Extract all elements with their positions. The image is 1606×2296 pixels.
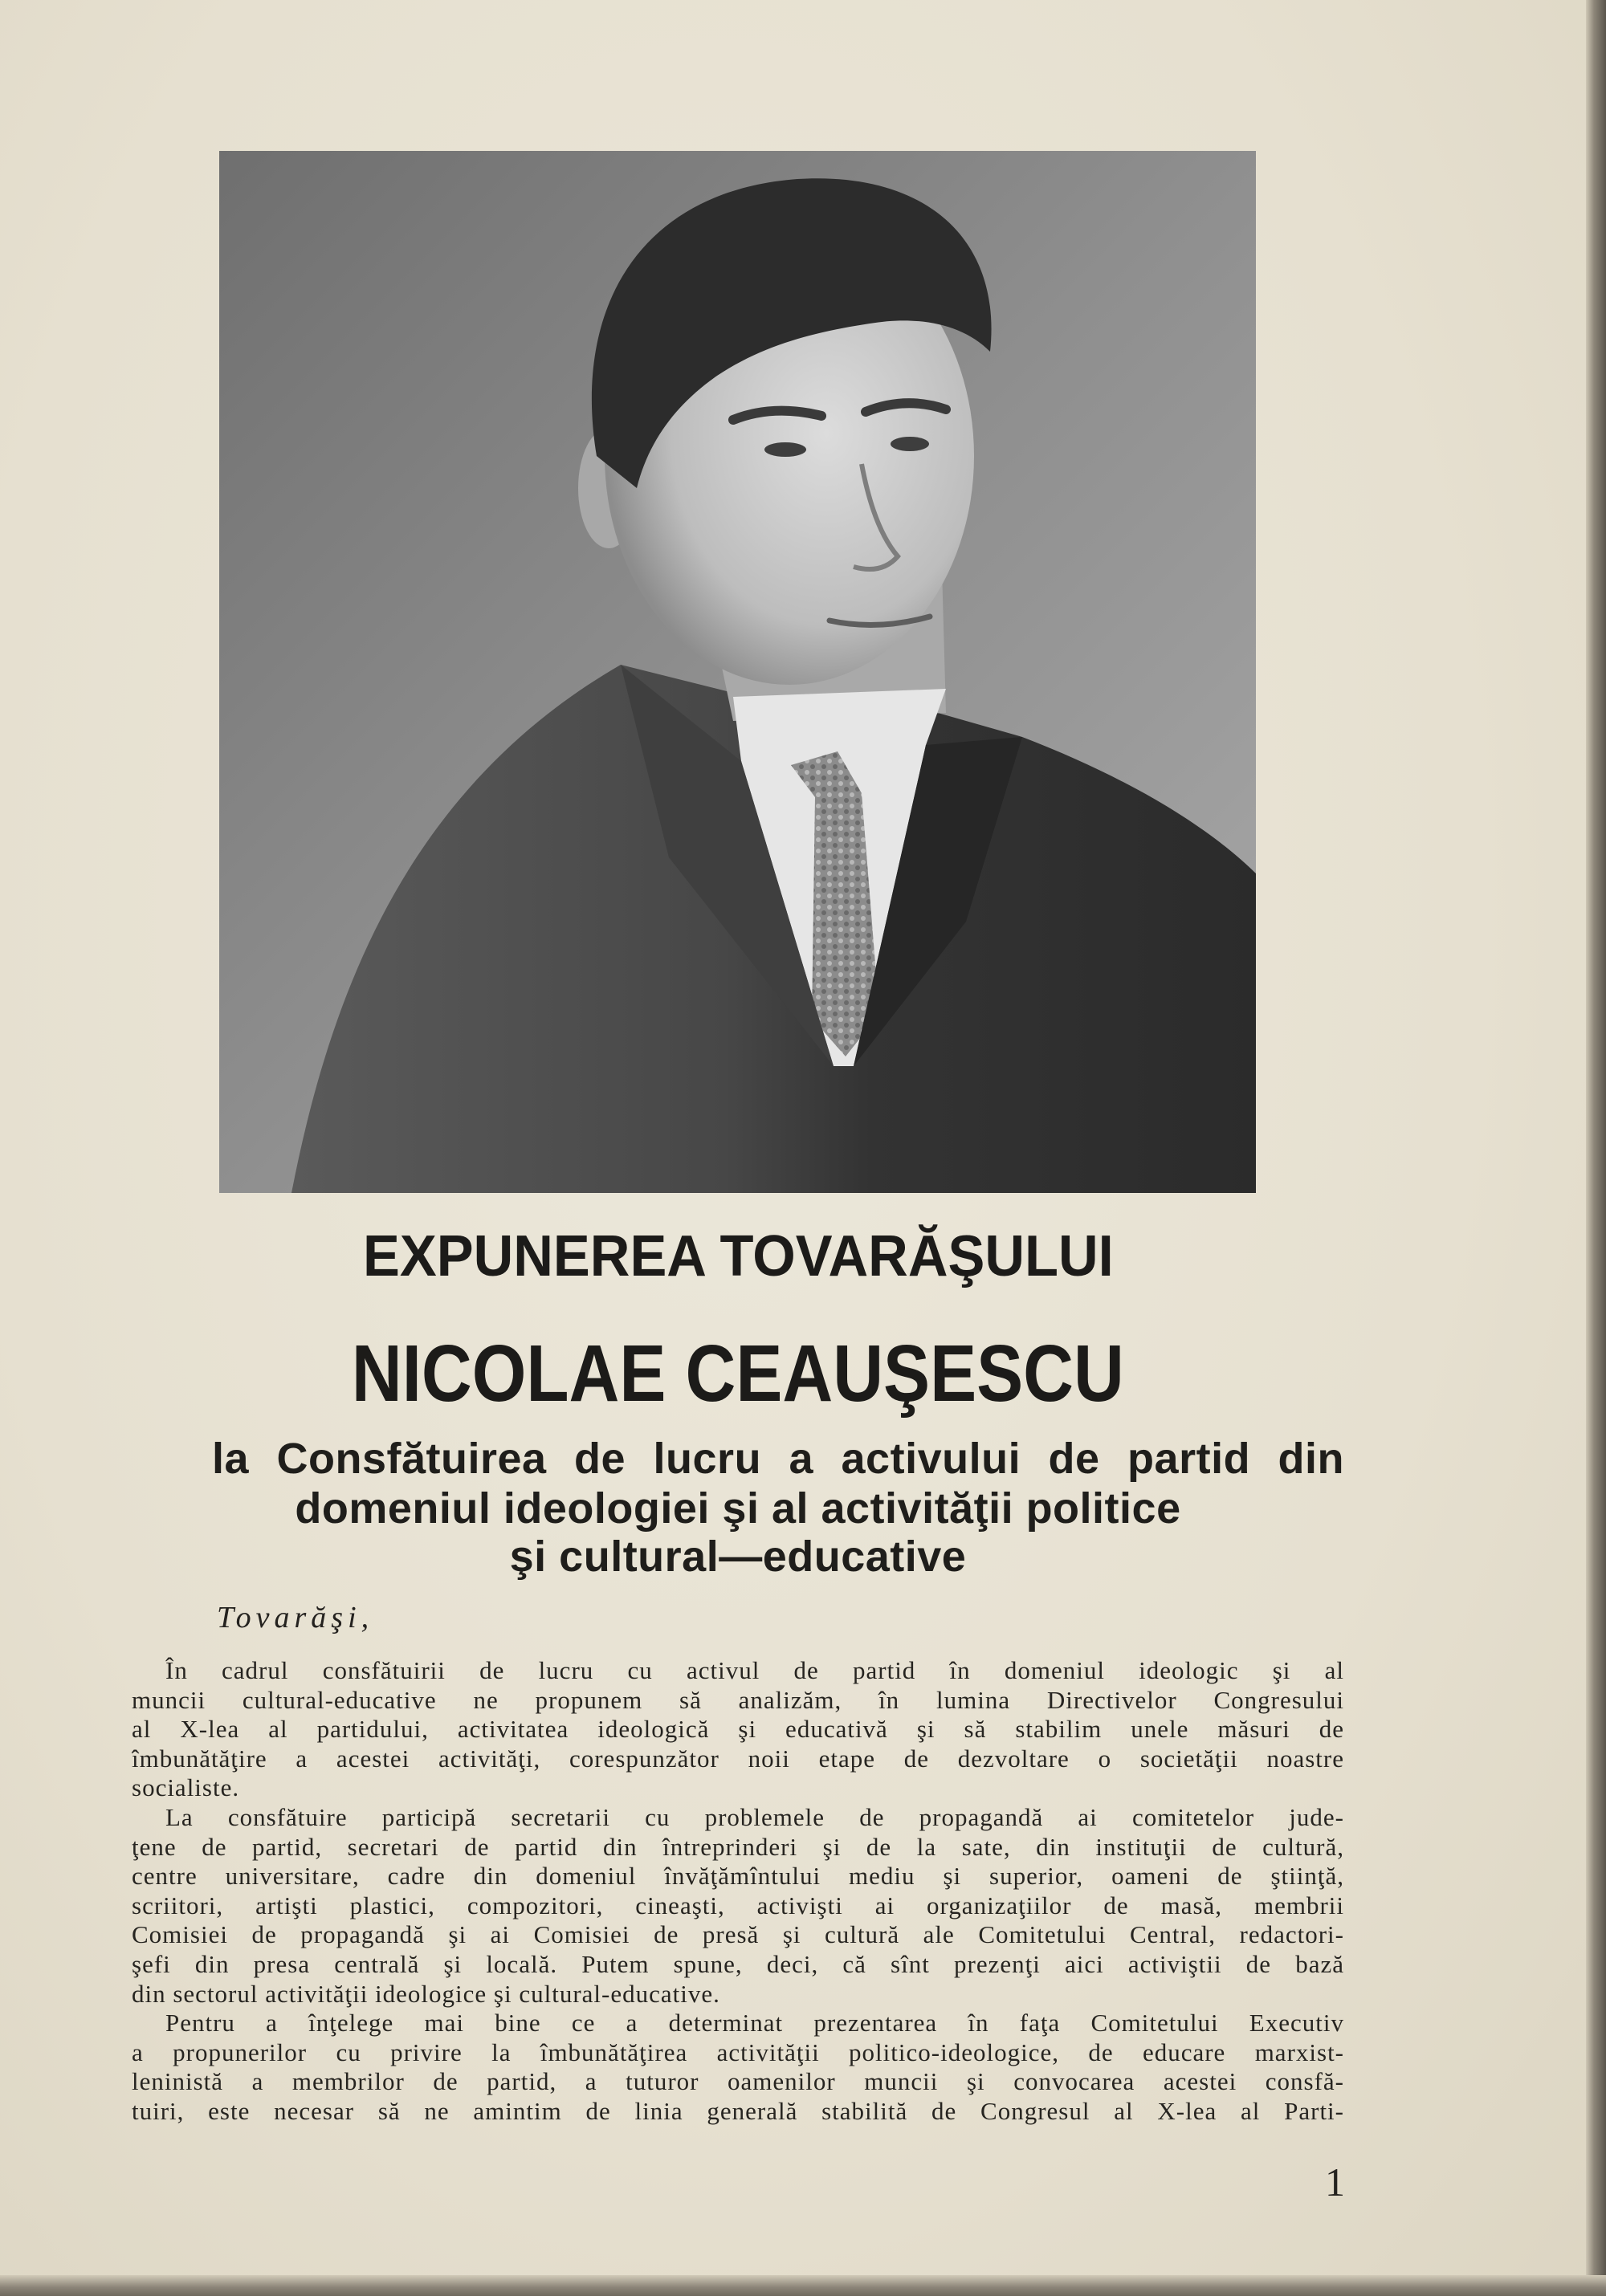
- title-line-1-text: EXPUNEREA TOVARĂŞULUI: [362, 1224, 1114, 1288]
- text-line: al X-lea al partidului, activitatea ideologică şi educativă şi să stabilim unele măsuri de: [132, 1715, 1344, 1744]
- text-line: socialiste.: [132, 1773, 240, 1802]
- text-line: a propunerilor cu privire la îmbunătăţirea activităţii politico-ideologice, de educare marxist-: [132, 2037, 1344, 2066]
- portrait-image: [219, 151, 1256, 1193]
- text-line: şefi din presa centrală şi locală. Putem spune, deci, că sînt prezenţi aici activiştii de bază: [132, 1949, 1344, 1978]
- text-line: tuiri, este necesar să ne amintim de linia generală stabilită de Congresul al X-lea al Parti-: [132, 2096, 1344, 2125]
- paragraph-1: [132, 1656, 1344, 1803]
- subtitle-line-1: la Consfătuirea de lucru a activului de partid din: [212, 1435, 1344, 1483]
- text-line: scriitori, artişti plastici, compozitori, cineaşti, activişti ai organizaţiilor de masă, membrii: [132, 1891, 1344, 1919]
- portrait-photo: [219, 151, 1256, 1193]
- text-line: La consfătuire participă secretarii cu problemele de propagandă ai comitetelor jude-: [165, 1802, 1344, 1831]
- page-number: 1: [1325, 2160, 1345, 2204]
- salutation: Tovarăşi,: [217, 1601, 374, 1634]
- paragraph-3: [132, 2009, 1344, 2126]
- page-edge-right: [1586, 0, 1606, 2296]
- text-line: îmbunătăţire a acestei activităţi, corespunzător noii etape de dezvoltare o societăţii noastre: [132, 1744, 1344, 1773]
- text-line: În cadrul consfătuirii de lucru cu activul de partid în domeniul ideologic şi al: [165, 1656, 1344, 1684]
- subtitle-line-2: domeniul ideologiei şi al activităţii politice: [295, 1484, 1181, 1533]
- text-line: muncii cultural-educative ne propunem să analizăm, în lumina Directivelor Congresului: [132, 1685, 1344, 1714]
- title-line-2: [132, 1329, 1344, 1419]
- paragraph-2: [132, 1803, 1344, 2009]
- text-line: leninistă a membrilor de partid, a tuturor oamenilor muncii şi convocarea acestei consfă-: [132, 2067, 1344, 2096]
- page-edge-bottom: [0, 2275, 1606, 2296]
- text-line: Pentru a înţelege mai bine ce a determinat prezentarea în faţa Comitetului Executiv: [165, 2009, 1344, 2037]
- title-line-1: [132, 1222, 1344, 1291]
- text-line: centre universitare, cadre din domeniul învăţămîntului mediu şi superior, oameni de ştiinţă,: [132, 1862, 1344, 1891]
- body-text: [132, 1656, 1344, 2127]
- text-line: din sectorul activităţii ideologice şi cultural-educative.: [132, 1979, 720, 2008]
- text-line: Comisiei de propagandă şi ai Comisiei de presă şi cultură ale Comitetului Central, redactori-: [132, 1920, 1344, 1949]
- title-line-2-text: NICOLAE CEAUŞESCU: [352, 1329, 1124, 1419]
- text-line: ţene de partid, secretari de partid din întreprinderi şi de la sate, din instituţii de cultură,: [132, 1832, 1344, 1861]
- subtitle-line-3: şi cultural—educative: [509, 1533, 967, 1581]
